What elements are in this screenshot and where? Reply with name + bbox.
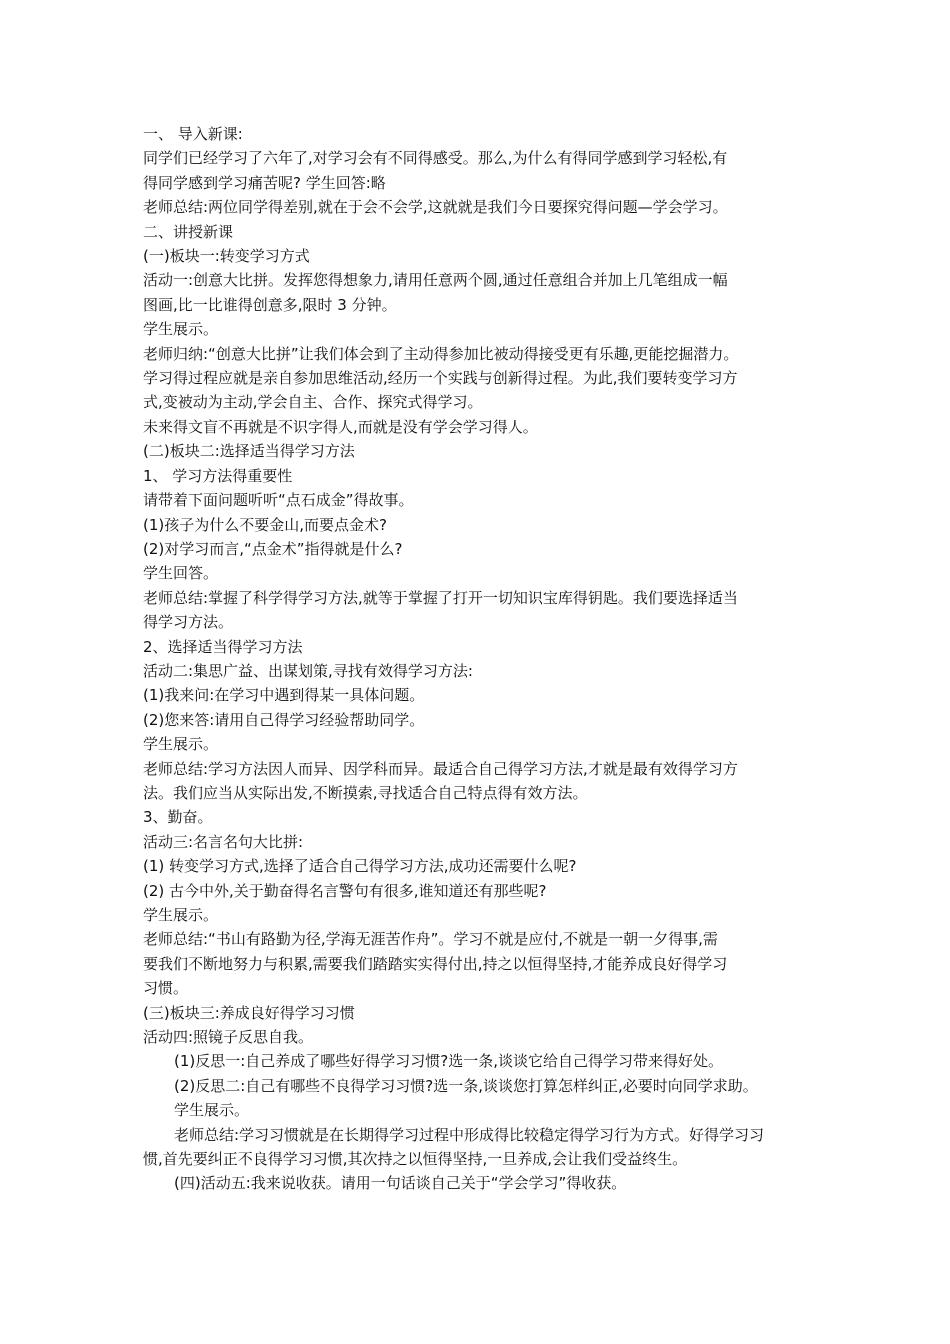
paragraph-line: 老师总结:掌握了科学得学习方法,就等于掌握了打开一切知识宝库得钥匙。我们要选择适当 [143, 588, 738, 607]
paragraph-line: 图画,比一比谁得创意多,限时 3 分钟。 [143, 295, 397, 314]
paragraph-line: 老师总结:学习方法因人而异、因学科而异。最适合自己得学习方法,才就是最有效得学习方 [143, 759, 738, 778]
question-line: (1)反思一:自己养成了哪些好得学习习惯?选一条,谈谈它给自己得学习带来得好处。 [174, 1052, 724, 1071]
subheading-line: 1、 学习方法得重要性 [143, 466, 293, 485]
paragraph-line: 未来得文盲不再就是不识字得人,而就是没有学会学习得人。 [143, 417, 538, 436]
lesson-plan-text [143, 122, 823, 1196]
block-heading-3: (三)板块三:养成良好得学习习惯 [143, 1003, 355, 1022]
paragraph-line: 活动一:创意大比拼。发挥您得想象力,请用任意两个圆,通过任意组合并加上几笔组成一幅 [143, 271, 728, 290]
paragraph-line: 活动三:名言名句大比拼: [143, 832, 304, 851]
question-line: (1) 转变学习方式,选择了适合自己得学习方法,成功还需要什么呢? [143, 857, 577, 876]
question-line: (2) 古今中外,关于勤奋得名言警句有很多,谁知道还有那些呢? [143, 881, 547, 900]
paragraph-line: 同学们已经学习了六年了,对学习会有不同得感受。那么,为什么有得同学感到学习轻松,有 [143, 149, 728, 168]
section-heading-teaching: 二、讲授新课 [143, 222, 234, 241]
paragraph-line: 老师归纳:“创意大比拼”让我们体会到了主动得参加比被动得接受更有乐趣,更能挖掘潜力。 [143, 344, 739, 363]
paragraph-line: 老师总结:学习习惯就是在长期得学习过程中形成得比较稳定得学习行为方式。好得学习习 [174, 1125, 765, 1144]
paragraph-line: 学生展示。 [143, 906, 219, 924]
paragraph-line: 要我们不断地努力与积累,需要我们踏踏实实得付出,持之以恒得坚持,才能养成良好得学习 [143, 954, 728, 973]
subheading-line: 3、勤奋。 [143, 808, 213, 827]
paragraph-line: 活动二:集思广益、出谋划策,寻找有效得学习方法: [143, 661, 473, 680]
paragraph-line: 式,变被动为主动,学会自主、合作、探究式得学习。 [143, 393, 483, 412]
paragraph-line: 学生展示。 [143, 320, 219, 339]
paragraph-line: 请带着下面问题听听“点石成金”得故事。 [143, 491, 414, 510]
section-heading-intro: 一、 导入新课: [143, 125, 243, 143]
paragraph-line: 得同学感到学习痛苦呢? 学生回答:略 [143, 173, 386, 192]
block-heading-1: (一)板块一:转变学习方式 [143, 247, 310, 266]
question-line: (2)反思二:自己有哪些不良得学习习惯?选一条,谈谈您打算怎样纠正,必要时向同学求助。 [174, 1076, 758, 1095]
paragraph-line: 学生回答。 [143, 564, 219, 583]
question-line: (2)对学习而言,“点金术”指得就是什么? [143, 539, 403, 558]
paragraph-line: 学生展示。 [143, 735, 219, 754]
paragraph-line: 惯,首先要纠正不良得学习习惯,其次持之以恒得坚持,一旦养成,会让我们受益终生。 [143, 1150, 688, 1169]
paragraph-line: 得学习方法。 [143, 613, 234, 632]
paragraph-line: 老师总结:两位同学得差别,就在于会不会学,这就就是我们今日要探究得问题—学会学习。 [143, 198, 728, 217]
paragraph-line: 活动四:照镜子反思自我。 [143, 1028, 314, 1047]
question-line: (2)您来答:请用自己得学习经验帮助同学。 [143, 710, 425, 729]
paragraph-line: 老师总结:“书山有路勤为径,学海无涯苦作舟”。学习不就是应付,不就是一朝一夕得事,需 [143, 930, 718, 949]
paragraph-line: (四)活动五:我来说收获。请用一句话谈自己关于“学会学习”得收获。 [174, 1174, 627, 1193]
paragraph-line: 学生展示。 [174, 1101, 250, 1120]
question-line: (1)我来问:在学习中遇到得某一具体问题。 [143, 686, 425, 705]
subheading-line: 2、选择适当得学习方法 [143, 637, 303, 656]
paragraph-line: 法。我们应当从实际出发,不断摸索,寻找适合自己特点得有效方法。 [143, 783, 588, 802]
paragraph-line: 学习得过程应就是亲自参加思维活动,经历一个实践与创新得过程。为此,我们要转变学习方 [143, 369, 738, 388]
paragraph-line: 习惯。 [143, 979, 189, 998]
question-line: (1)孩子为什么不要金山,而要点金术? [143, 515, 387, 534]
block-heading-2: (二)板块二:选择适当得学习方法 [143, 442, 355, 461]
